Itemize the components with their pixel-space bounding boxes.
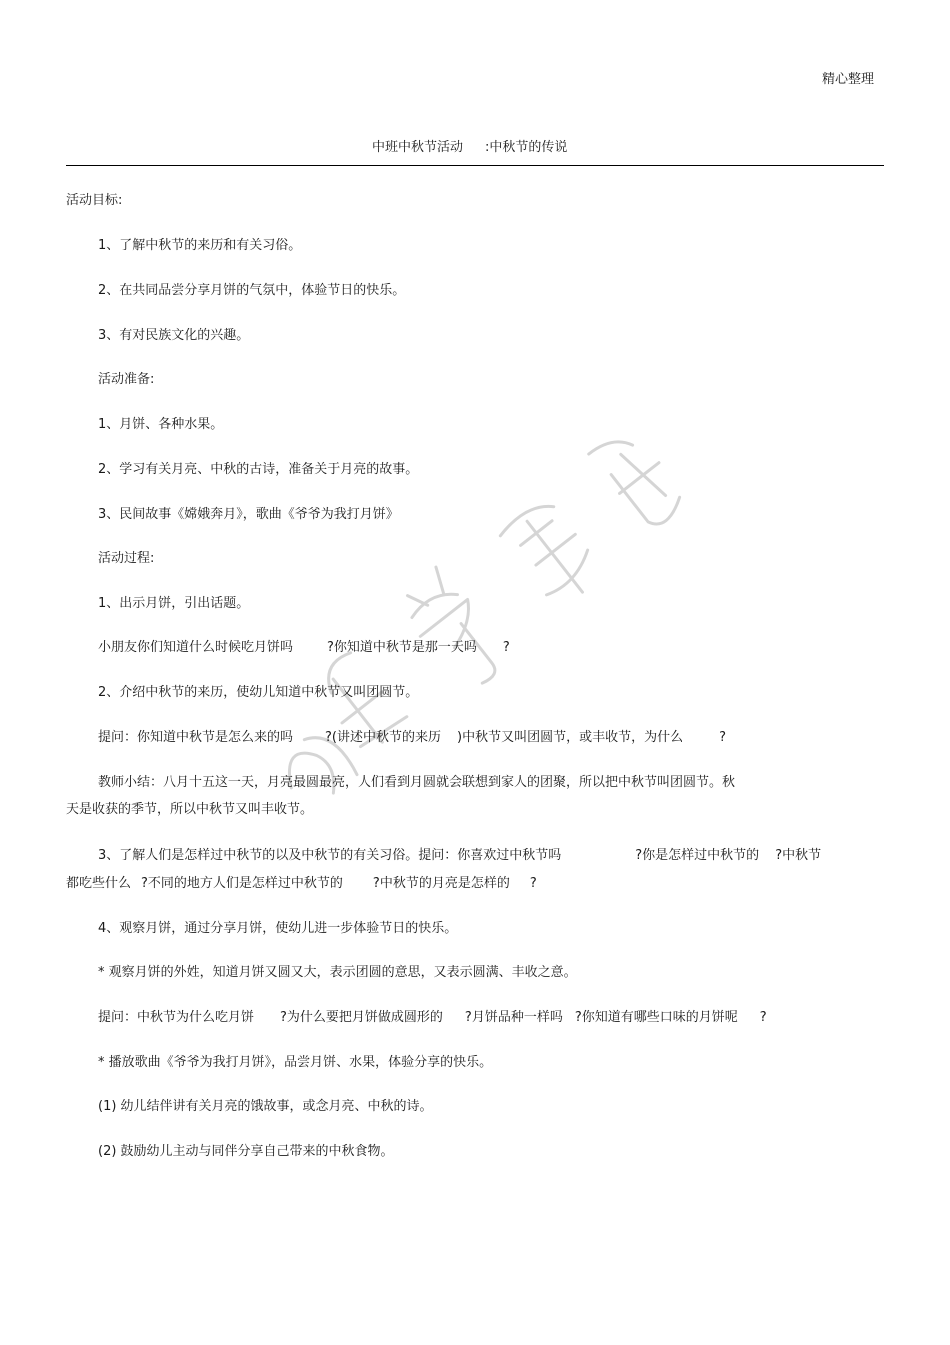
process-step xyxy=(66,876,537,892)
title-part-1: 中班中秋节活动 xyxy=(372,140,464,155)
question-line xyxy=(98,1010,767,1026)
goal-item: 2、在共同品尝分享月饼的气氛中，体验节日的快乐。 xyxy=(98,283,406,298)
step-text: 3、了解人们是怎样过中秋节的以及中秋节的有关习俗。提问：你喜欢过中秋节吗 xyxy=(98,848,562,863)
summary-line: 教师小结：八月十五这一天，月亮最圆最亮，人们看到月圆就会联想到家人的团聚，所以把中秋节叫团圆节。秋 xyxy=(98,775,736,790)
process-heading: 活动过程: xyxy=(98,551,155,566)
question-text: ? xyxy=(719,730,726,745)
prep-item: 2、学习有关月亮、中秋的古诗，准备关于月亮的故事。 xyxy=(98,462,419,477)
question-text: 提问：你知道中秋节是怎么来的吗 xyxy=(98,730,294,745)
question-text: ? xyxy=(759,1010,767,1025)
question-line xyxy=(98,730,726,746)
title-divider xyxy=(66,165,884,166)
question-text: )中秋节又叫团圆节，或丰收节，为什么 xyxy=(457,730,684,745)
note-line: * 播放歌曲《爷爷为我打月饼》，品尝月饼、水果，体验分享的快乐。 xyxy=(98,1055,493,1070)
header-note: 精心整理 xyxy=(821,72,874,87)
prep-heading: 活动准备: xyxy=(98,372,155,387)
title-part-2: :中秋节的传说 xyxy=(485,140,568,155)
step-text: ?不同的地方人们是怎样过中秋节的 xyxy=(141,876,343,891)
process-step xyxy=(98,848,821,864)
question-text: ?为什么要把月饼做成圆形的 xyxy=(280,1010,443,1025)
question-line xyxy=(98,640,510,656)
step-text: ? xyxy=(529,876,537,891)
question-text: ?你知道中秋节是那一天吗 xyxy=(327,640,477,655)
step-text: ?你是怎样过中秋节的 xyxy=(635,848,760,863)
prep-item: 1、月饼、各种水果。 xyxy=(98,417,224,432)
question-text: ?(讲述中秋节的来历 xyxy=(325,730,441,745)
sub-item: (1) 幼儿结伴讲有关月亮的饿故事，或念月亮、中秋的诗。 xyxy=(98,1099,433,1114)
process-step: 4、观察月饼，通过分享月饼，使幼儿进一步体验节日的快乐。 xyxy=(98,921,458,936)
step-text: ?中秋节 xyxy=(775,848,822,863)
process-step: 2、介绍中秋节的来历，使幼儿知道中秋节又叫团圆节。 xyxy=(98,685,419,700)
goal-item: 3、有对民族文化的兴趣。 xyxy=(98,328,250,343)
question-text: ?你知道有哪些口味的月饼呢 xyxy=(574,1010,738,1025)
document-title xyxy=(372,140,567,156)
process-step: 1、出示月饼，引出话题。 xyxy=(98,596,250,611)
prep-item: 3、民间故事《嫦娥奔月》，歌曲《爷爷为我打月饼》 xyxy=(98,507,399,522)
question-text: 提问：中秋节为什么吃月饼 xyxy=(98,1010,255,1025)
note-line: * 观察月饼的外姓，知道月饼又圆又大，表示团圆的意思，又表示圆满、丰收之意。 xyxy=(98,965,577,980)
sub-item: (2) 鼓励幼儿主动与同伴分享自己带来的中秋食物。 xyxy=(98,1144,394,1159)
question-text: ?月饼品种一样吗 xyxy=(464,1010,563,1025)
summary-line: 天是收获的季节，所以中秋节又叫丰收节。 xyxy=(66,802,314,817)
step-text: 都吃些什么 xyxy=(66,876,132,891)
question-text: ? xyxy=(502,640,510,655)
question-text: 小朋友你们知道什么时候吃月饼吗 xyxy=(98,640,294,655)
goal-item: 1、了解中秋节的来历和有关习俗。 xyxy=(98,238,302,253)
step-text: ?中秋节的月亮是怎样的 xyxy=(372,876,510,891)
goals-heading: 活动目标: xyxy=(66,193,123,208)
